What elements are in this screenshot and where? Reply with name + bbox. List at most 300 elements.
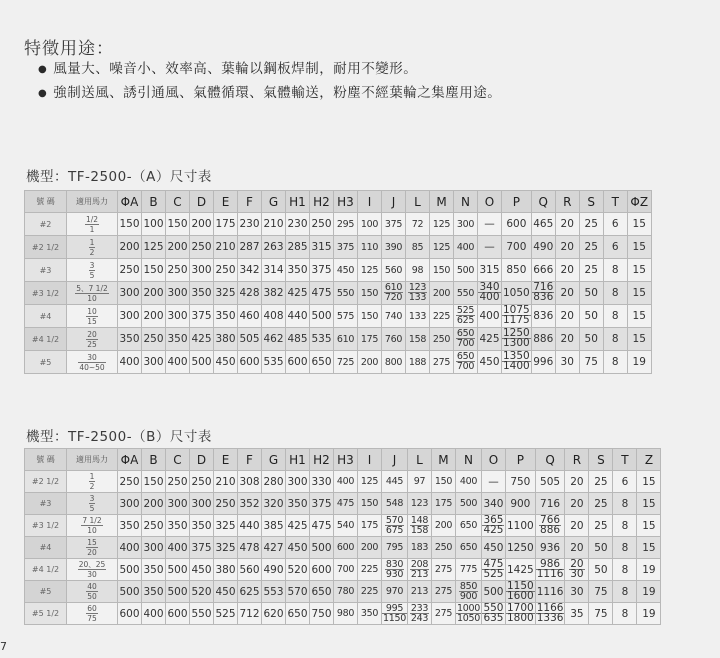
- dimension-cell: 550: [454, 282, 478, 305]
- dimension-cell: 350: [166, 328, 190, 351]
- table-header-row: [25, 449, 661, 471]
- dimension-cell: 300: [454, 213, 478, 236]
- dimension-cell: 300: [118, 305, 142, 328]
- dimension-cell: 50: [589, 537, 613, 559]
- dimension-cell: 325: [214, 515, 238, 537]
- spec-table-a: [24, 190, 652, 374]
- dimension-cell: 8: [613, 537, 637, 559]
- dimension-cell: 300: [166, 282, 190, 305]
- dimension-cell: 560: [238, 559, 262, 581]
- dimension-cell: 200: [358, 537, 382, 559]
- dimension-cell: 740: [382, 305, 406, 328]
- column-header: 適用馬力: [67, 191, 118, 213]
- dimension-cell: 886: [531, 328, 555, 351]
- dimension-cell: 225: [358, 581, 382, 603]
- dimension-cell: 295: [334, 213, 358, 236]
- dimension-cell: 342: [238, 259, 262, 282]
- dimension-cell: 650: [310, 581, 334, 603]
- dimension-cell: 400: [334, 471, 358, 493]
- dimension-cell: 650: [310, 351, 334, 374]
- dimension-cell: 500: [310, 537, 334, 559]
- table-row: [25, 471, 661, 493]
- dimension-cell: 20: [565, 471, 589, 493]
- dimension-cell: 836: [531, 305, 555, 328]
- dimension-cell: $\frac{1166}{1336}$: [536, 602, 564, 624]
- dimension-cell: 250: [310, 213, 334, 236]
- dimension-cell: 250: [430, 328, 454, 351]
- dimension-cell: 750: [310, 603, 334, 625]
- column-header: R: [555, 191, 579, 213]
- dimension-cell: 600: [118, 603, 142, 625]
- dimension-cell: 540: [334, 515, 358, 537]
- model-number-cell: #4 1/2: [25, 559, 67, 581]
- model-number-cell: #3: [25, 259, 67, 282]
- dimension-cell: 970: [382, 581, 408, 603]
- dimension-cell: $\frac{148}{158}$: [407, 515, 431, 537]
- dimension-cell: 200: [431, 515, 455, 537]
- dimension-cell: 320: [262, 493, 286, 515]
- column-header: D: [190, 449, 214, 471]
- dimension-cell: 440: [238, 515, 262, 537]
- dimension-cell: 475: [310, 515, 334, 537]
- column-header: I: [358, 449, 382, 471]
- dimension-cell: 385: [262, 515, 286, 537]
- dimension-cell: 300: [166, 493, 190, 515]
- dimension-cell: 500: [190, 351, 214, 374]
- dimension-cell: 100: [142, 213, 166, 236]
- dimension-cell: $\frac{570}{675}$: [382, 515, 408, 537]
- spec-table-b: [24, 448, 661, 625]
- dimension-cell: 485: [286, 328, 310, 351]
- column-header: E: [214, 191, 238, 213]
- horsepower-cell: $\frac{20}{25}$: [67, 328, 118, 351]
- dimension-cell: 520: [190, 581, 214, 603]
- dimension-cell: 400: [118, 537, 142, 559]
- dimension-cell: 8: [613, 559, 637, 581]
- dimension-cell: 725: [334, 351, 358, 374]
- dimension-cell: 500: [118, 581, 142, 603]
- column-header: H3: [334, 191, 358, 213]
- dimension-cell: 210: [262, 213, 286, 236]
- column-header: S: [579, 191, 603, 213]
- dimension-cell: 375: [382, 213, 406, 236]
- dimension-cell: 188: [406, 351, 430, 374]
- horsepower-cell: $\frac{10}{15}$: [67, 305, 118, 328]
- dimension-cell: 450: [190, 559, 214, 581]
- section-heading: 特徵用途：: [24, 39, 114, 59]
- dimension-cell: 620: [262, 603, 286, 625]
- column-header: T: [613, 449, 637, 471]
- dimension-cell: 280: [262, 471, 286, 493]
- dimension-cell: $\frac{20}{30}$: [565, 559, 589, 581]
- dimension-cell: 8: [603, 305, 627, 328]
- dimension-cell: $\frac{1075}{1175}$: [503, 304, 530, 326]
- dimension-cell: 6: [603, 236, 627, 259]
- dimension-cell: 440: [286, 305, 310, 328]
- dimension-cell: $\frac{550}{635}$: [483, 602, 504, 624]
- dimension-cell: 750: [505, 471, 535, 493]
- column-header: Q: [535, 449, 565, 471]
- dimension-cell: 450: [481, 537, 505, 559]
- dimension-cell: 125: [142, 236, 166, 259]
- dimension-cell: 400: [478, 305, 502, 328]
- column-header: O: [481, 449, 505, 471]
- dimension-cell: 200: [190, 213, 214, 236]
- dimension-cell: 230: [286, 213, 310, 236]
- dimension-cell: 1050: [502, 282, 532, 305]
- dimension-cell: 183: [407, 537, 431, 559]
- dimension-cell: $\frac{716}{836}$: [533, 281, 554, 303]
- dimension-cell: 350: [118, 328, 142, 351]
- dimension-cell: 427: [262, 537, 286, 559]
- dimension-cell: 250: [142, 515, 166, 537]
- dimension-cell: 625: [238, 581, 262, 603]
- dimension-cell: 225: [430, 305, 454, 328]
- dimension-cell: 19: [637, 559, 661, 581]
- dimension-cell: 350: [190, 515, 214, 537]
- dimension-cell: 375: [190, 305, 214, 328]
- dimension-cell: 25: [579, 213, 603, 236]
- page-number: 7: [0, 640, 7, 653]
- dimension-cell: 250: [166, 471, 190, 493]
- dimension-cell: 15: [627, 305, 651, 328]
- dimension-cell: 500: [481, 581, 505, 603]
- dimension-cell: 712: [238, 603, 262, 625]
- model-number-cell: #4: [25, 537, 67, 559]
- column-header: B: [142, 191, 166, 213]
- dimension-cell: 50: [579, 305, 603, 328]
- dimension-cell: 300: [142, 537, 166, 559]
- dimension-cell: 25: [579, 259, 603, 282]
- dimension-cell: $\frac{365}{425}$: [483, 514, 504, 536]
- dimension-cell: 980: [334, 603, 358, 625]
- dimension-cell: 350: [142, 581, 166, 603]
- dimension-cell: 500: [166, 581, 190, 603]
- dimension-cell: 19: [627, 351, 651, 374]
- dimension-cell: 250: [214, 259, 238, 282]
- dimension-cell: 275: [431, 559, 455, 581]
- dimension-cell: 150: [358, 282, 382, 305]
- dimension-cell: 375: [334, 236, 358, 259]
- dimension-cell: 425: [286, 282, 310, 305]
- dimension-cell: 30: [555, 351, 579, 374]
- dimension-cell: 500: [118, 559, 142, 581]
- table-row: [25, 603, 661, 625]
- dimension-cell: 325: [214, 282, 238, 305]
- dimension-cell: 75: [589, 603, 613, 625]
- dimension-cell: 400: [142, 603, 166, 625]
- horsepower-cell: $\frac{7 1/2}{10}$: [67, 515, 118, 537]
- dimension-cell: 650: [286, 603, 310, 625]
- column-header: M: [430, 191, 454, 213]
- dimension-cell: 125: [430, 236, 454, 259]
- model-number-cell: #3 1/2: [25, 282, 67, 305]
- column-header: G: [262, 449, 286, 471]
- dimension-cell: 30: [565, 581, 589, 603]
- table-row: [25, 559, 661, 581]
- dimension-cell: 700: [502, 236, 532, 259]
- dimension-cell: 325: [214, 537, 238, 559]
- dimension-cell: 263: [262, 236, 286, 259]
- dimension-cell: 380: [214, 328, 238, 351]
- dimension-cell: 250: [118, 471, 142, 493]
- dimension-cell: $\frac{1350}{1400}$: [503, 350, 530, 372]
- table-row: [25, 328, 652, 351]
- dimension-cell: 350: [190, 282, 214, 305]
- dimension-cell: 6: [613, 471, 637, 493]
- table-row: [25, 515, 661, 537]
- column-header: M: [431, 449, 455, 471]
- dimension-cell: 230: [238, 213, 262, 236]
- dimension-cell: 475: [334, 493, 358, 515]
- dimension-cell: 465: [531, 213, 555, 236]
- dimension-cell: 650: [455, 537, 481, 559]
- dimension-cell: 150: [142, 259, 166, 282]
- dimension-cell: 450: [214, 581, 238, 603]
- dimension-cell: 775: [455, 559, 481, 581]
- dimension-cell: $\frac{233}{243}$: [407, 603, 431, 625]
- dimension-cell: 50: [579, 282, 603, 305]
- dimension-cell: 275: [431, 581, 455, 603]
- table-a-title: 機型：TF-2500-（A）尺寸表: [26, 169, 212, 185]
- dimension-cell: 25: [589, 515, 613, 537]
- dimension-cell: 850: [502, 259, 532, 282]
- dimension-cell: 8: [603, 259, 627, 282]
- dimension-cell: 20: [555, 259, 579, 282]
- dimension-cell: 200: [142, 305, 166, 328]
- column-header: E: [214, 449, 238, 471]
- dimension-cell: 350: [286, 259, 310, 282]
- column-header: P: [505, 449, 535, 471]
- dimension-cell: $\frac{1700}{1800}$: [506, 602, 534, 624]
- column-header: T: [603, 191, 627, 213]
- column-header: 適用馬力: [67, 449, 118, 471]
- dimension-cell: 200: [142, 282, 166, 305]
- dimension-cell: 85: [406, 236, 430, 259]
- dimension-cell: 213: [407, 581, 431, 603]
- horsepower-cell: $\frac{60}{75}$: [67, 603, 118, 625]
- dimension-cell: 450: [286, 537, 310, 559]
- dimension-cell: 500: [454, 259, 478, 282]
- dimension-cell: 25: [579, 236, 603, 259]
- model-number-cell: #2 1/2: [25, 471, 67, 493]
- dimension-cell: 400: [454, 236, 478, 259]
- dimension-cell: 1100: [505, 515, 535, 537]
- dimension-cell: 123: [407, 493, 431, 515]
- dimension-cell: 340: [481, 493, 505, 515]
- dimension-cell: 20: [565, 537, 589, 559]
- dimension-cell: 150: [358, 305, 382, 328]
- dimension-cell: 72: [406, 213, 430, 236]
- dimension-cell: 800: [382, 351, 406, 374]
- dimension-cell: 500: [455, 493, 481, 515]
- dimension-cell: 382: [262, 282, 286, 305]
- table-row: [25, 537, 661, 559]
- dimension-cell: 1250: [505, 537, 535, 559]
- dimension-cell: 20: [565, 493, 589, 515]
- dimension-cell: 250: [190, 236, 214, 259]
- dimension-cell: 200: [166, 236, 190, 259]
- dimension-cell: $\frac{1250}{1300}$: [503, 327, 530, 349]
- dimension-cell: 600: [166, 603, 190, 625]
- dimension-cell: 450: [478, 351, 502, 374]
- column-header: F: [238, 449, 262, 471]
- dimension-cell: 75: [579, 351, 603, 374]
- dimension-cell: 553: [262, 581, 286, 603]
- dimension-cell: 600: [238, 351, 262, 374]
- column-header: C: [166, 449, 190, 471]
- dimension-cell: 287: [238, 236, 262, 259]
- model-number-cell: #3 1/2: [25, 515, 67, 537]
- dimension-cell: 98: [406, 259, 430, 282]
- dimension-cell: 15: [627, 213, 651, 236]
- column-header: P: [502, 191, 532, 213]
- dimension-cell: 350: [214, 305, 238, 328]
- column-header: N: [455, 449, 481, 471]
- column-header: I: [358, 191, 382, 213]
- dimension-cell: 570: [286, 581, 310, 603]
- table-row: [25, 259, 652, 282]
- dimension-cell: 450: [214, 351, 238, 374]
- dimension-cell: 445: [382, 471, 408, 493]
- column-header: F: [238, 191, 262, 213]
- dimension-cell: 15: [637, 537, 661, 559]
- dimension-cell: $\frac{525}{625}$: [454, 305, 478, 328]
- dimension-cell: 315: [478, 259, 502, 282]
- dimension-cell: $\frac{475}{525}$: [483, 558, 504, 580]
- dimension-cell: 375: [310, 259, 334, 282]
- column-header: G: [262, 191, 286, 213]
- dimension-cell: 300: [142, 351, 166, 374]
- dimension-cell: $\frac{1150}{1600}$: [506, 580, 534, 602]
- dimension-cell: 210: [214, 236, 238, 259]
- dimension-cell: 133: [406, 305, 430, 328]
- model-number-cell: #5: [25, 351, 67, 374]
- dimension-cell: 50: [589, 559, 613, 581]
- column-header: ΦZ: [627, 191, 651, 213]
- dimension-cell: 97: [407, 471, 431, 493]
- column-header: N: [454, 191, 478, 213]
- dimension-cell: 300: [118, 493, 142, 515]
- horsepower-cell: $\frac{1}{2}$: [67, 471, 118, 493]
- dimension-cell: 8: [613, 493, 637, 515]
- horsepower-cell: $\frac{1}{2}$: [67, 236, 118, 259]
- dimension-cell: 300: [190, 259, 214, 282]
- column-header: B: [142, 449, 166, 471]
- dimension-cell: 150: [142, 471, 166, 493]
- dimension-cell: 158: [406, 328, 430, 351]
- dimension-cell: 650: [455, 515, 481, 537]
- dimension-cell: 308: [238, 471, 262, 493]
- dimension-cell: 505: [238, 328, 262, 351]
- horsepower-cell: $\frac{3}{5}$: [67, 493, 118, 515]
- table-row: [25, 213, 652, 236]
- dimension-cell: 600: [334, 537, 358, 559]
- dimension-cell: 535: [310, 328, 334, 351]
- dimension-cell: 15: [637, 493, 661, 515]
- dimension-cell: 390: [382, 236, 406, 259]
- dimension-cell: 8: [613, 515, 637, 537]
- dimension-cell: 300: [166, 305, 190, 328]
- dimension-cell: 275: [430, 351, 454, 374]
- dimension-cell: 600: [502, 213, 532, 236]
- dimension-cell: 525: [214, 603, 238, 625]
- dimension-cell: 350: [118, 515, 142, 537]
- dimension-cell: 380: [214, 559, 238, 581]
- dimension-cell: 900: [505, 493, 535, 515]
- table-row: [25, 581, 661, 603]
- dimension-cell: 700: [334, 559, 358, 581]
- column-header: 號 碼: [25, 449, 67, 471]
- horsepower-cell: $\frac{1/2}{1}$: [67, 213, 118, 236]
- dimension-cell: 548: [382, 493, 408, 515]
- dimension-cell: 1425: [505, 559, 535, 581]
- dimension-cell: 8: [603, 351, 627, 374]
- dimension-cell: 200: [118, 236, 142, 259]
- dimension-cell: 425: [478, 328, 502, 351]
- dimension-cell: 285: [286, 236, 310, 259]
- dimension-cell: 560: [382, 259, 406, 282]
- dimension-cell: 200: [430, 282, 454, 305]
- dimension-cell: 20: [555, 213, 579, 236]
- dimension-cell: 1116: [535, 581, 565, 603]
- dimension-cell: 350: [358, 603, 382, 625]
- dimension-cell: 575: [334, 305, 358, 328]
- model-number-cell: #5 1/2: [25, 603, 67, 625]
- dimension-cell: 400: [166, 537, 190, 559]
- model-number-cell: #5: [25, 581, 67, 603]
- column-header: C: [166, 191, 190, 213]
- column-header: ΦA: [118, 191, 142, 213]
- dimension-cell: 250: [190, 471, 214, 493]
- dimension-cell: $\frac{766}{886}$: [535, 515, 565, 537]
- dimension-cell: 425: [286, 515, 310, 537]
- dimension-cell: 475: [310, 282, 334, 305]
- dimension-cell: 500: [166, 559, 190, 581]
- table-b-title: 機型：TF-2500-（B）尺寸表: [26, 429, 212, 445]
- horsepower-cell: $\frac{3}{5}$: [67, 259, 118, 282]
- horsepower-cell: $\frac{15}{20}$: [67, 537, 118, 559]
- dimension-cell: 20: [565, 515, 589, 537]
- dimension-cell: 550: [190, 603, 214, 625]
- feature-item: ● 風量大、噪音小、效率高、葉輪以鋼板焊制，耐用不變形。: [38, 58, 501, 82]
- dimension-cell: 225: [358, 559, 382, 581]
- column-header: L: [407, 449, 431, 471]
- column-header: ΦA: [118, 449, 142, 471]
- dimension-cell: 6: [603, 213, 627, 236]
- dimension-cell: 450: [334, 259, 358, 282]
- dimension-cell: $\frac{1000}{1050}$: [456, 602, 480, 624]
- dimension-cell: $\frac{830}{930}$: [382, 559, 408, 581]
- column-header: 號 碼: [25, 191, 67, 213]
- column-header: S: [589, 449, 613, 471]
- table-header-row: [25, 191, 652, 213]
- dimension-cell: 250: [118, 259, 142, 282]
- dimension-cell: —: [481, 471, 505, 493]
- dimension-cell: 315: [310, 236, 334, 259]
- dimension-cell: 996: [531, 351, 555, 374]
- dimension-cell: 20: [555, 328, 579, 351]
- dimension-cell: 375: [190, 537, 214, 559]
- dimension-cell: 425: [190, 328, 214, 351]
- dimension-cell: 20: [555, 305, 579, 328]
- dimension-cell: $\frac{610}{720}$: [382, 282, 406, 305]
- dimension-cell: 125: [358, 471, 382, 493]
- dimension-cell: 15: [627, 328, 651, 351]
- dimension-cell: $\frac{995}{1150}$: [383, 602, 406, 624]
- dimension-cell: 408: [262, 305, 286, 328]
- dimension-cell: 210: [214, 471, 238, 493]
